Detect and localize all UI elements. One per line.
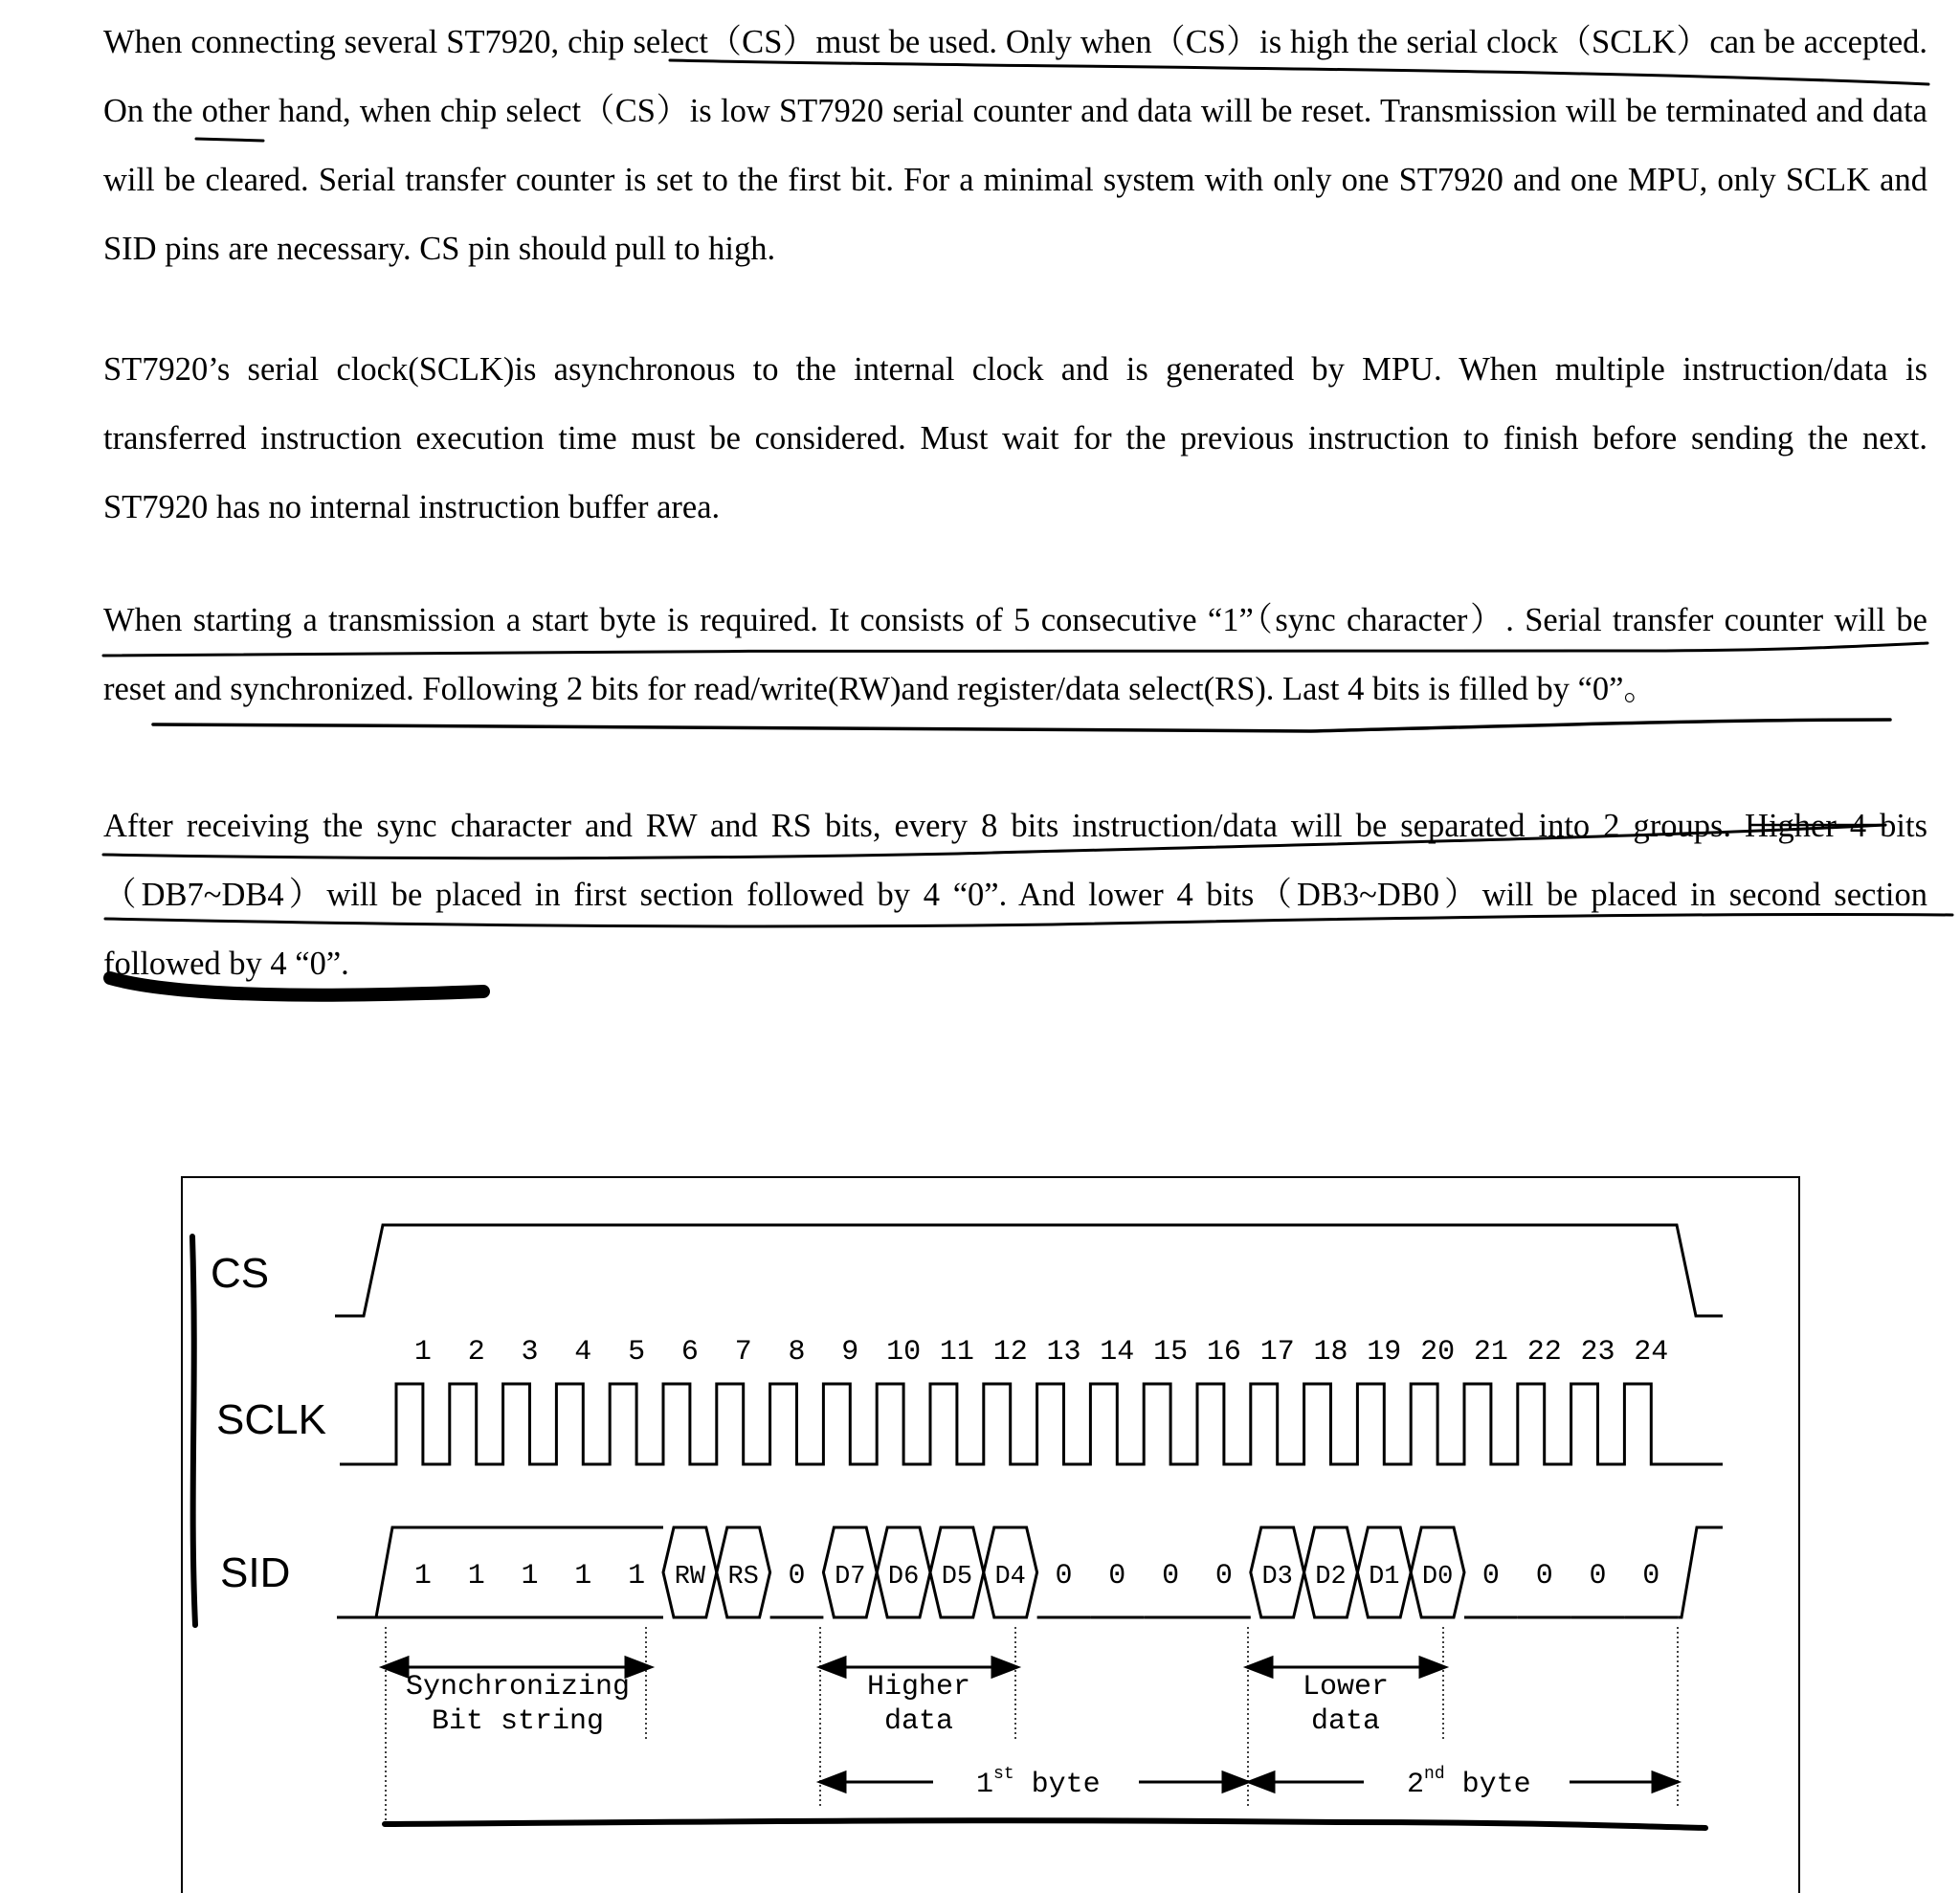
clock-number: 22	[1526, 1336, 1562, 1369]
sid-bit: 1	[413, 1560, 432, 1592]
sid-bit: D3	[1261, 1563, 1293, 1592]
sid-waveform	[337, 1527, 1723, 1617]
sid-bit: 0	[1535, 1560, 1553, 1592]
clock-number: 15	[1153, 1336, 1189, 1369]
clock-number: 24	[1634, 1336, 1669, 1369]
clock-number: 14	[1100, 1336, 1135, 1369]
sid-bit: 0	[1214, 1560, 1233, 1592]
clock-number: 18	[1313, 1336, 1348, 1369]
clock-number: 19	[1367, 1336, 1402, 1369]
signal-label-cs: CS	[211, 1250, 270, 1297]
clock-number: 1	[413, 1336, 432, 1369]
sclk-waveform	[340, 1384, 1723, 1464]
sid-bit: D0	[1421, 1563, 1454, 1592]
paragraph-chip-select: When connecting several ST7920, chip select（CS）must be used. Only when（CS）is high the serial clock（SCLK）can be accepted. On the other hand, when chip select（CS）is low ST7920 serial counter and data will be reset. Transmission will be terminated and data will be cleared. Serial transfer counter is set to the first bit. For a minimal system with only one ST7920 and one MPU, only SCLK and SID pins are necessary. CS pin should pull to high.	[103, 24, 1928, 267]
cs-waveform	[335, 1225, 1723, 1316]
clock-number: 9	[841, 1336, 859, 1369]
handwritten-underline-figure	[385, 1820, 1705, 1828]
sid-bit: 1	[521, 1560, 539, 1592]
signal-label-sclk: SCLK	[216, 1396, 326, 1443]
clock-number: 13	[1046, 1336, 1081, 1369]
clock-number: 20	[1420, 1336, 1456, 1369]
clock-number: 8	[788, 1336, 806, 1369]
lower-label-line1: Lower	[1302, 1671, 1390, 1704]
paragraph-data-groups: After receiving the sync character and RW and RS bits, every 8 bits instruction/data will be separated into 2 groups. Higher 4 bits（DB7~DB4）will be placed in first section followed by 4 “0”. And lower 4 bits（DB3~DB0）will be placed in second section followed by 4 “0”.	[103, 808, 1927, 982]
sid-bit: 0	[1642, 1560, 1660, 1592]
clock-number: 7	[734, 1336, 752, 1369]
sid-bit: 1	[467, 1560, 485, 1592]
clock-number: 3	[521, 1336, 539, 1369]
sid-bit: 0	[1162, 1560, 1180, 1592]
sid-bit: 0	[788, 1560, 806, 1592]
sid-bit: 1	[628, 1560, 646, 1592]
sid-bit: 0	[1055, 1560, 1073, 1592]
second-byte-label: 2nd byte	[1407, 1765, 1531, 1801]
sid-bit: D2	[1315, 1563, 1347, 1592]
paragraph-start-byte: When starting a transmission a start byte is required. It consists of 5 consecutive “1”（sync character）. Serial transfer counter will be reset and synchronized. Following 2 bits for read/write(RW)and register/data select(RS). Last 4 bits is filled by “0”。	[103, 602, 1927, 707]
clock-number-row	[414, 1336, 1668, 1369]
sync-label-line1: Synchronizing	[405, 1671, 631, 1704]
sid-bit: RS	[727, 1563, 759, 1592]
sid-bit: D5	[941, 1563, 973, 1592]
sid-bit: 1	[574, 1560, 592, 1592]
higher-label-line1: Higher	[866, 1671, 971, 1704]
handwritten-bracket	[192, 1236, 195, 1625]
clock-number: 2	[467, 1336, 485, 1369]
clock-number: 5	[628, 1336, 646, 1369]
sid-bit: D4	[994, 1563, 1026, 1592]
clock-number: 10	[886, 1336, 922, 1369]
sid-bit: D6	[887, 1563, 920, 1592]
clock-number: 6	[680, 1336, 699, 1369]
clock-number: 11	[939, 1336, 974, 1369]
signal-label-sid: SID	[220, 1549, 291, 1596]
sid-bit: RW	[674, 1563, 706, 1592]
sid-bit: 0	[1108, 1560, 1126, 1592]
lower-label-line2: data	[1310, 1705, 1381, 1738]
first-byte-label: 1st byte	[976, 1765, 1101, 1801]
sid-bit: 0	[1589, 1560, 1607, 1592]
sid-end-edge	[1678, 1527, 1723, 1617]
paragraph-serial-clock: ST7920’s serial clock(SCLK)is asynchronous to the internal clock and is generated by MPU. When multiple instruction/data is transferred instruction execution time must be considered. Must wait for the previous instruction to finish before sending the next. ST7920 has no internal instruction buffer area.	[103, 351, 1927, 525]
sync-label-line2: Bit string	[431, 1705, 605, 1738]
clock-number: 23	[1580, 1336, 1615, 1369]
sid-bit: D1	[1369, 1563, 1400, 1592]
sid-bit: 0	[1481, 1560, 1500, 1592]
sid-bit: D7	[835, 1563, 866, 1592]
clock-number: 4	[574, 1336, 592, 1369]
clock-number: 21	[1473, 1336, 1508, 1369]
sid-start-edge	[337, 1527, 663, 1617]
clock-number: 16	[1206, 1336, 1241, 1369]
higher-label-line2: data	[883, 1705, 954, 1738]
clock-number: 12	[992, 1336, 1028, 1369]
clock-number: 17	[1259, 1336, 1295, 1369]
